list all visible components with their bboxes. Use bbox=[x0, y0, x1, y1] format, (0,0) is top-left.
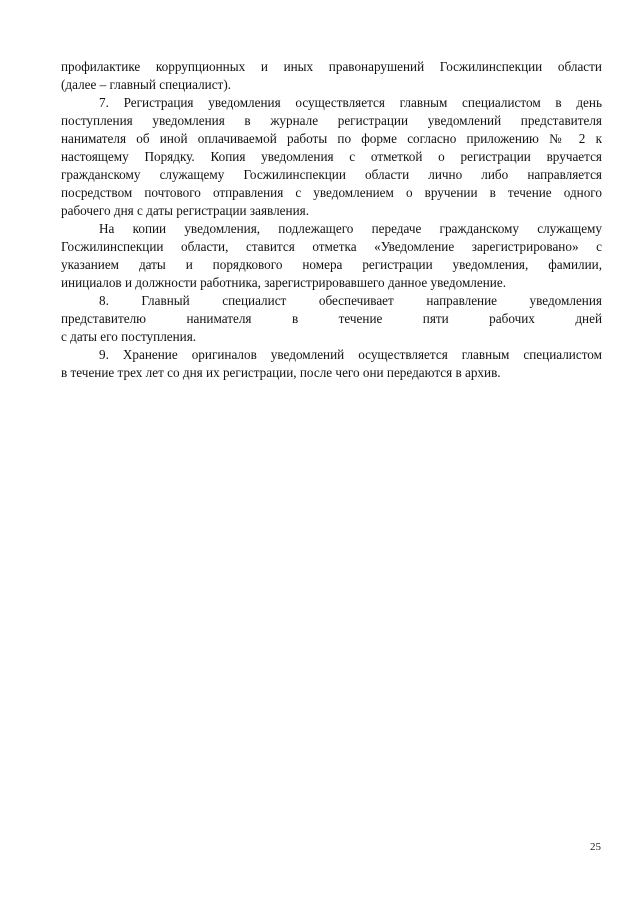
text-line: На копии уведомления, подлежащего передаче гражданскому служащему bbox=[99, 221, 602, 236]
text-line: настоящему Порядку. Копия уведомления с отметкой о регистрации вручается bbox=[61, 149, 602, 164]
paragraph-item-8 bbox=[61, 292, 602, 346]
text-line: представителю нанимателя в течение пяти рабочих дней bbox=[61, 311, 602, 326]
paragraph-item-7 bbox=[61, 94, 602, 220]
text-line: инициалов и должности работника, зарегистрировавшего данное уведомление. bbox=[61, 275, 506, 290]
text-line: гражданскому служащему Госжилинспекции области лично либо направляется bbox=[61, 167, 602, 182]
document-body bbox=[61, 58, 602, 382]
paragraph-item-9 bbox=[61, 346, 602, 382]
page-number: 25 bbox=[590, 841, 601, 853]
paragraph-continuation bbox=[61, 58, 602, 94]
text-line: в течение трех лет со дня их регистрации, после чего они передаются в архив. bbox=[61, 365, 501, 380]
text-line: (далее – главный специалист). bbox=[61, 77, 232, 92]
text-line: рабочего дня с даты регистрации заявления. bbox=[61, 203, 309, 218]
text-line: 7. Регистрация уведомления осуществляется главным специалистом в день bbox=[99, 95, 602, 110]
text-line: 9. Хранение оригиналов уведомлений осуществляется главным специалистом bbox=[99, 347, 602, 362]
text-line: поступления уведомления в журнале регистрации уведомлений представителя bbox=[61, 113, 602, 128]
text-line: указанием даты и порядкового номера регистрации уведомления, фамилии, bbox=[61, 257, 602, 272]
text-line: профилактике коррупционных и иных правонарушений Госжилинспекции области bbox=[61, 59, 602, 74]
paragraph-copy-note bbox=[61, 220, 602, 292]
text-line: нанимателя об иной оплачиваемой работы по форме согласно приложению № 2 к bbox=[61, 131, 602, 146]
text-line: Госжилинспекции области, ставится отметка «Уведомление зарегистрировано» с bbox=[61, 239, 602, 254]
text-line: посредством почтового отправления с уведомлением о вручении в течение одного bbox=[61, 185, 602, 200]
text-line: с даты его поступления. bbox=[61, 329, 197, 344]
text-line: 8. Главный специалист обеспечивает направление уведомления bbox=[99, 293, 602, 308]
